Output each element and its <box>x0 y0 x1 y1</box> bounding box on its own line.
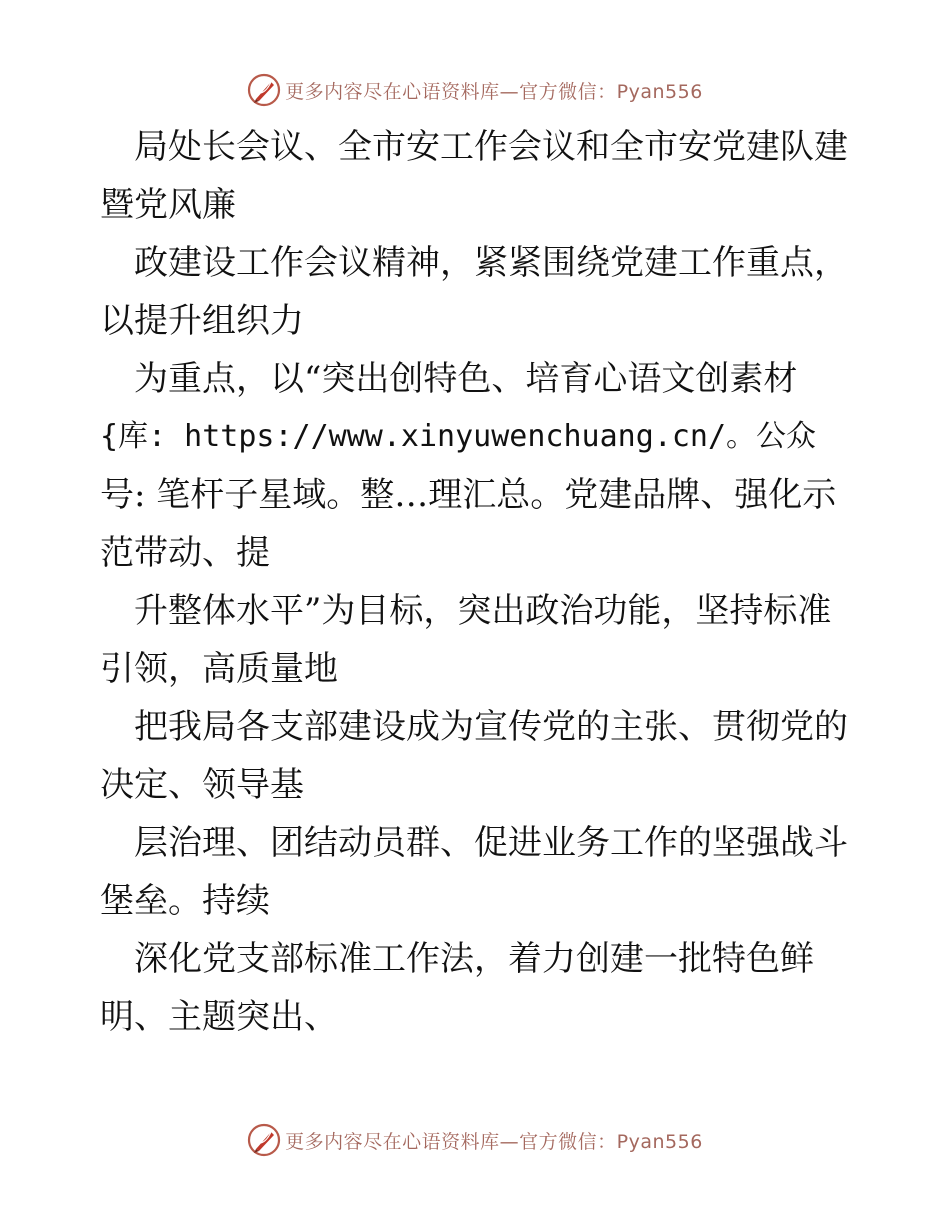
quill-pen-logo-icon <box>247 1123 281 1157</box>
footer-banner <box>0 1120 950 1160</box>
body-line: 堡垒。持续 <box>100 881 270 921</box>
body-line: 决定、领导基 <box>100 765 304 805</box>
body-line: 深化党支部标准工作法，着力创建一批特色鲜 <box>134 939 814 979</box>
body-line: 明、主题突出、 <box>100 997 338 1037</box>
body-line: 范带动、提 <box>100 533 270 573</box>
body-line: 为重点，以“突出创特色、培育心语文创素材 <box>134 359 798 399</box>
body-line: 政建设工作会议精神，紧紧围绕党建工作重点， <box>134 243 848 283</box>
footer-banner-text: 更多内容尽在心语资料库—官方微信：Pyan556 <box>285 1130 703 1153</box>
body-line: 局处长会议、全市安工作会议和全市安党建队建 <box>134 127 848 167</box>
body-line: 以提升组织力 <box>100 301 304 341</box>
body-line: 号: 笔杆子星域。整…理汇总。党建品牌、强化示 <box>100 475 837 515</box>
body-line: 暨党风廉 <box>100 185 236 225</box>
document-body <box>100 118 860 1046</box>
body-line: 升整体水平”为目标，突出政治功能，坚持标准 <box>134 591 832 631</box>
header-banner-text: 更多内容尽在心语资料库—官方微信：Pyan556 <box>285 80 703 103</box>
body-line-url: {库: https://www.xinyuwenchuang.cn/。公众 <box>100 419 817 454</box>
body-line: 把我局各支部建设成为宣传党的主张、贯彻党的 <box>134 707 848 747</box>
body-line: 层治理、团结动员群、促进业务工作的坚强战斗 <box>134 823 848 863</box>
quill-pen-logo-icon <box>247 73 281 107</box>
header-banner <box>0 70 950 110</box>
body-line: 引领，高质量地 <box>100 649 338 689</box>
